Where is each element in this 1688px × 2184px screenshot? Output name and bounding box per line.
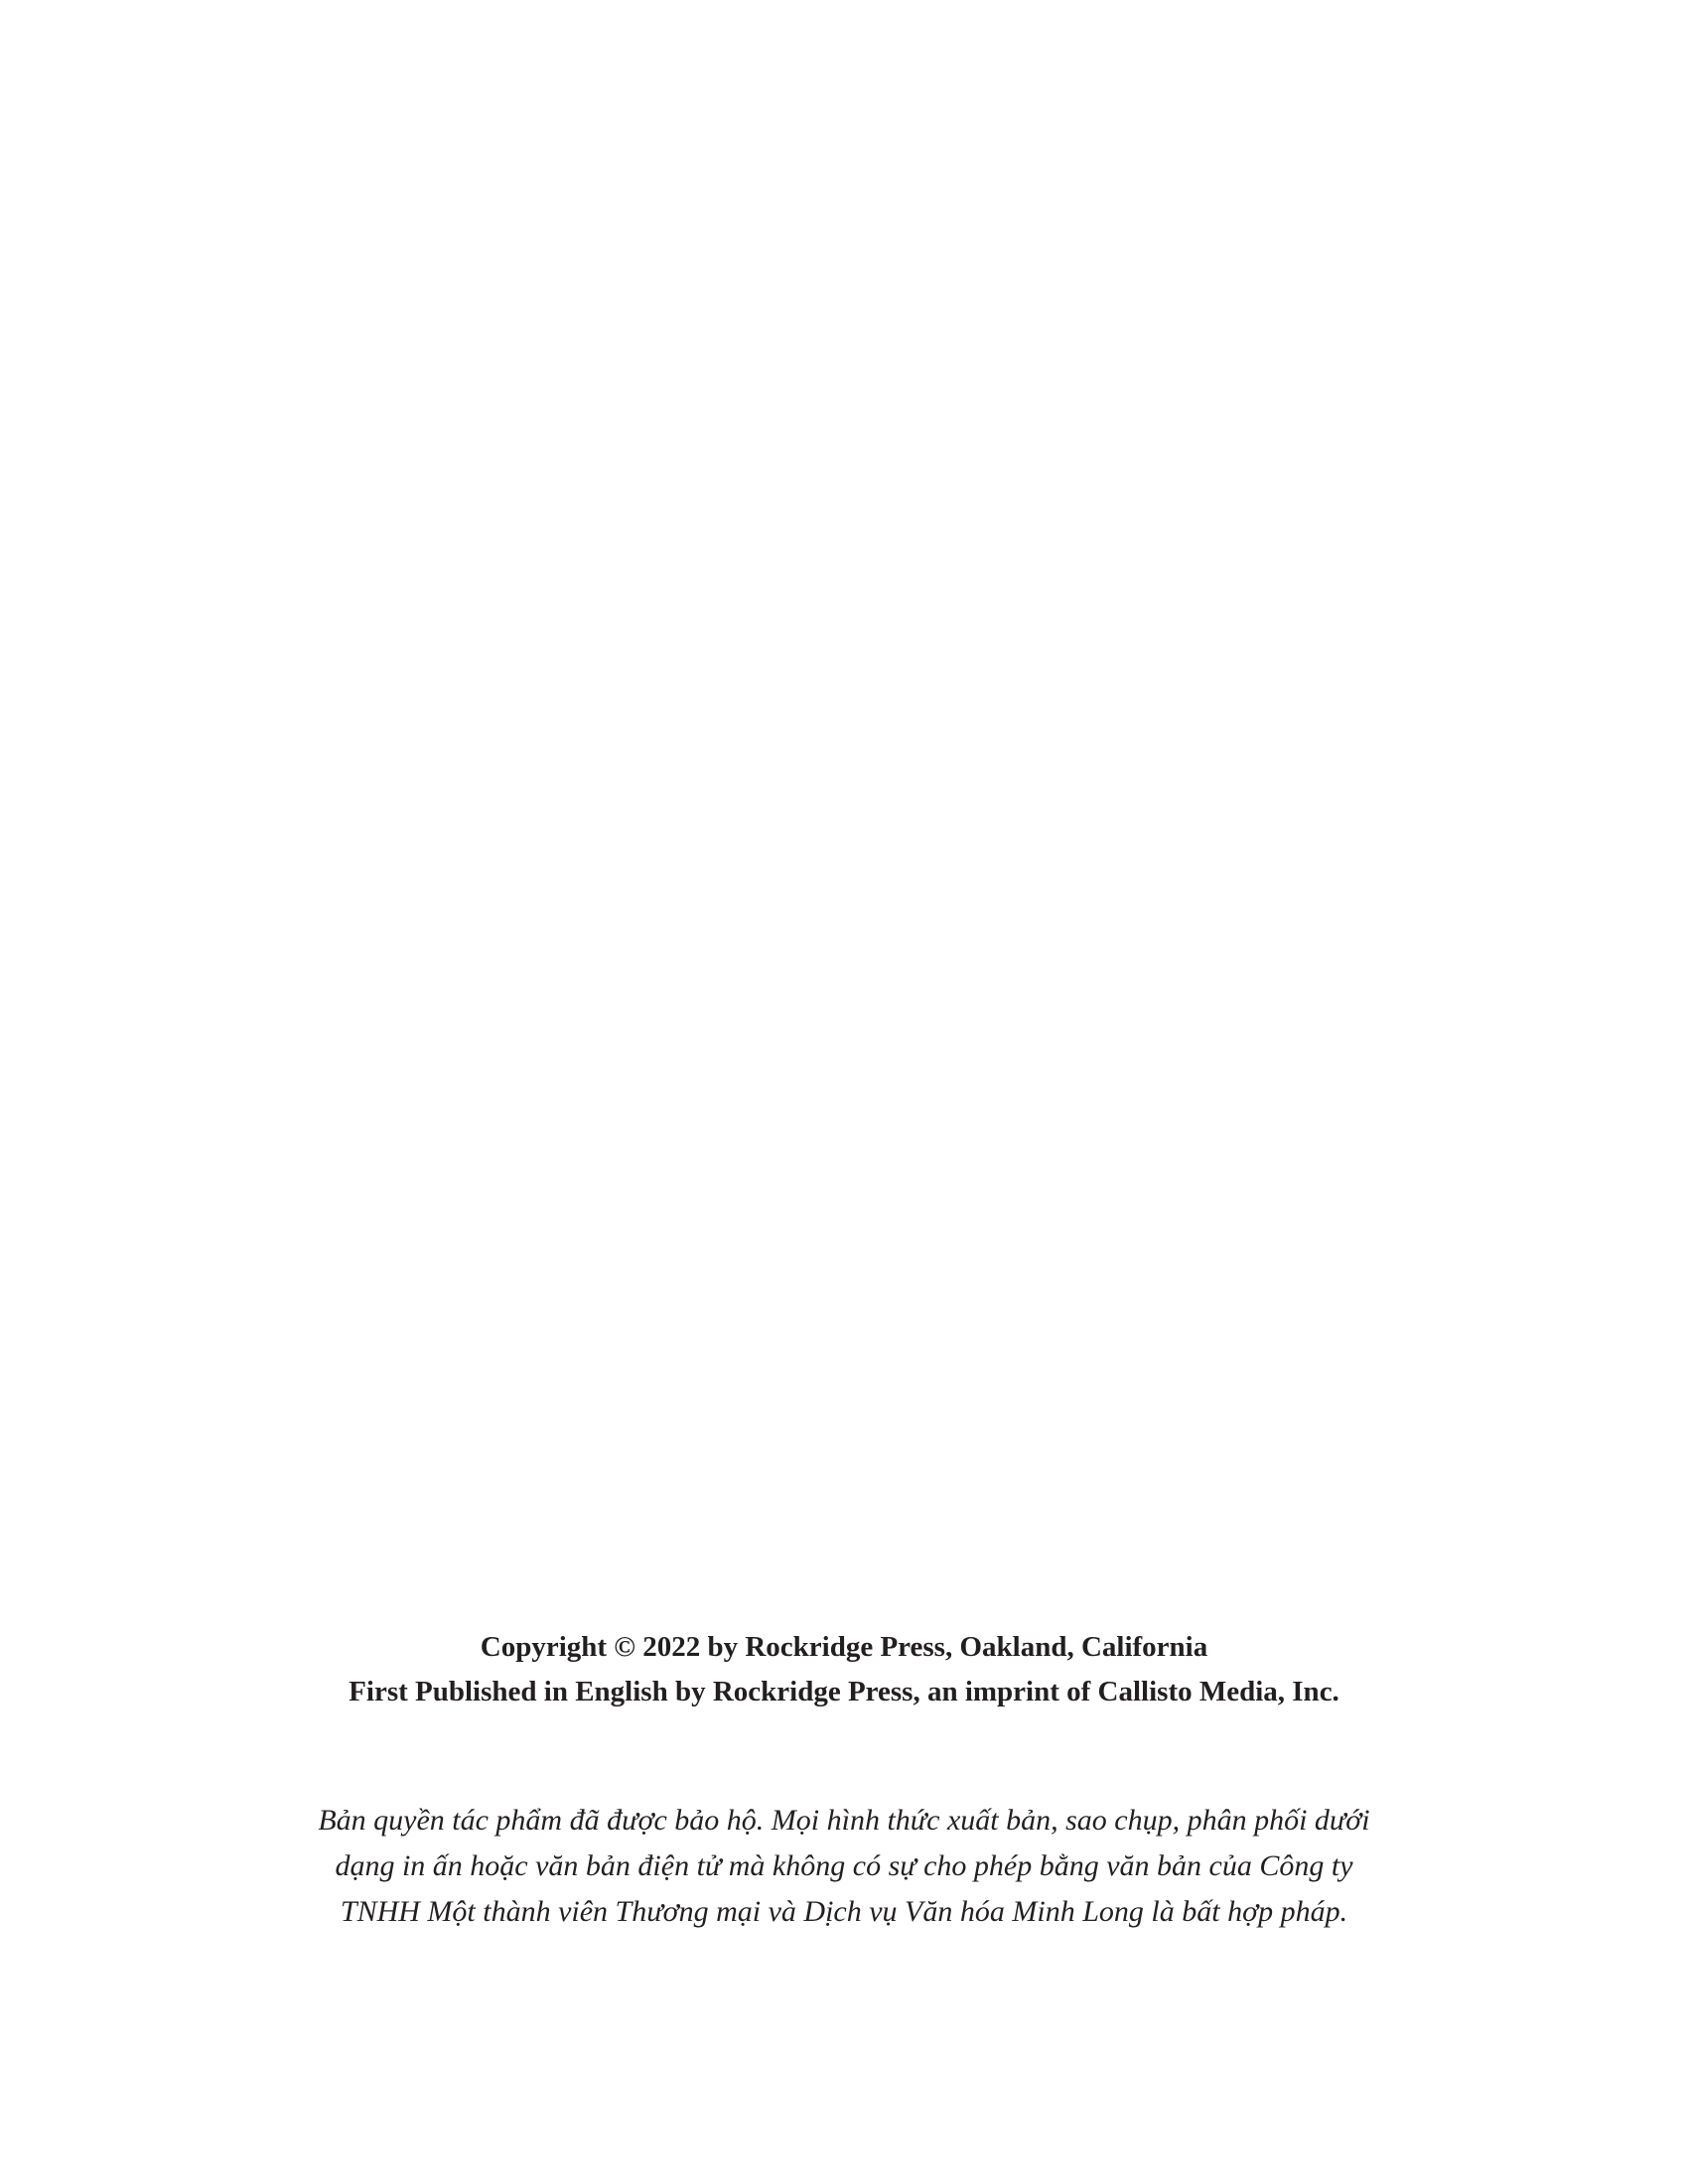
vietnamese-rights-notice-block [0,1798,1688,1935]
copyright-line: Copyright © 2022 by Rockridge Press, Oakland, California [480,1631,1208,1663]
rights-notice-line-1: Bản quyền tác phẩm đã được bảo hộ. Mọi hình thức xuất bản, sao chụp, phân phối dưới [318,1804,1370,1837]
rights-notice-line-2: dạng in ấn hoặc văn bản điện tử mà không có sự cho phép bằng văn bản của Công ty [335,1849,1353,1882]
copyright-notice-block [0,1625,1688,1714]
first-published-line: First Published in English by Rockridge Press, an imprint of Callisto Media, Inc. [349,1676,1339,1707]
rights-notice-line-3: TNHH Một thành viên Thương mại và Dịch vụ Văn hóa Minh Long là bất hợp pháp. [340,1895,1348,1928]
